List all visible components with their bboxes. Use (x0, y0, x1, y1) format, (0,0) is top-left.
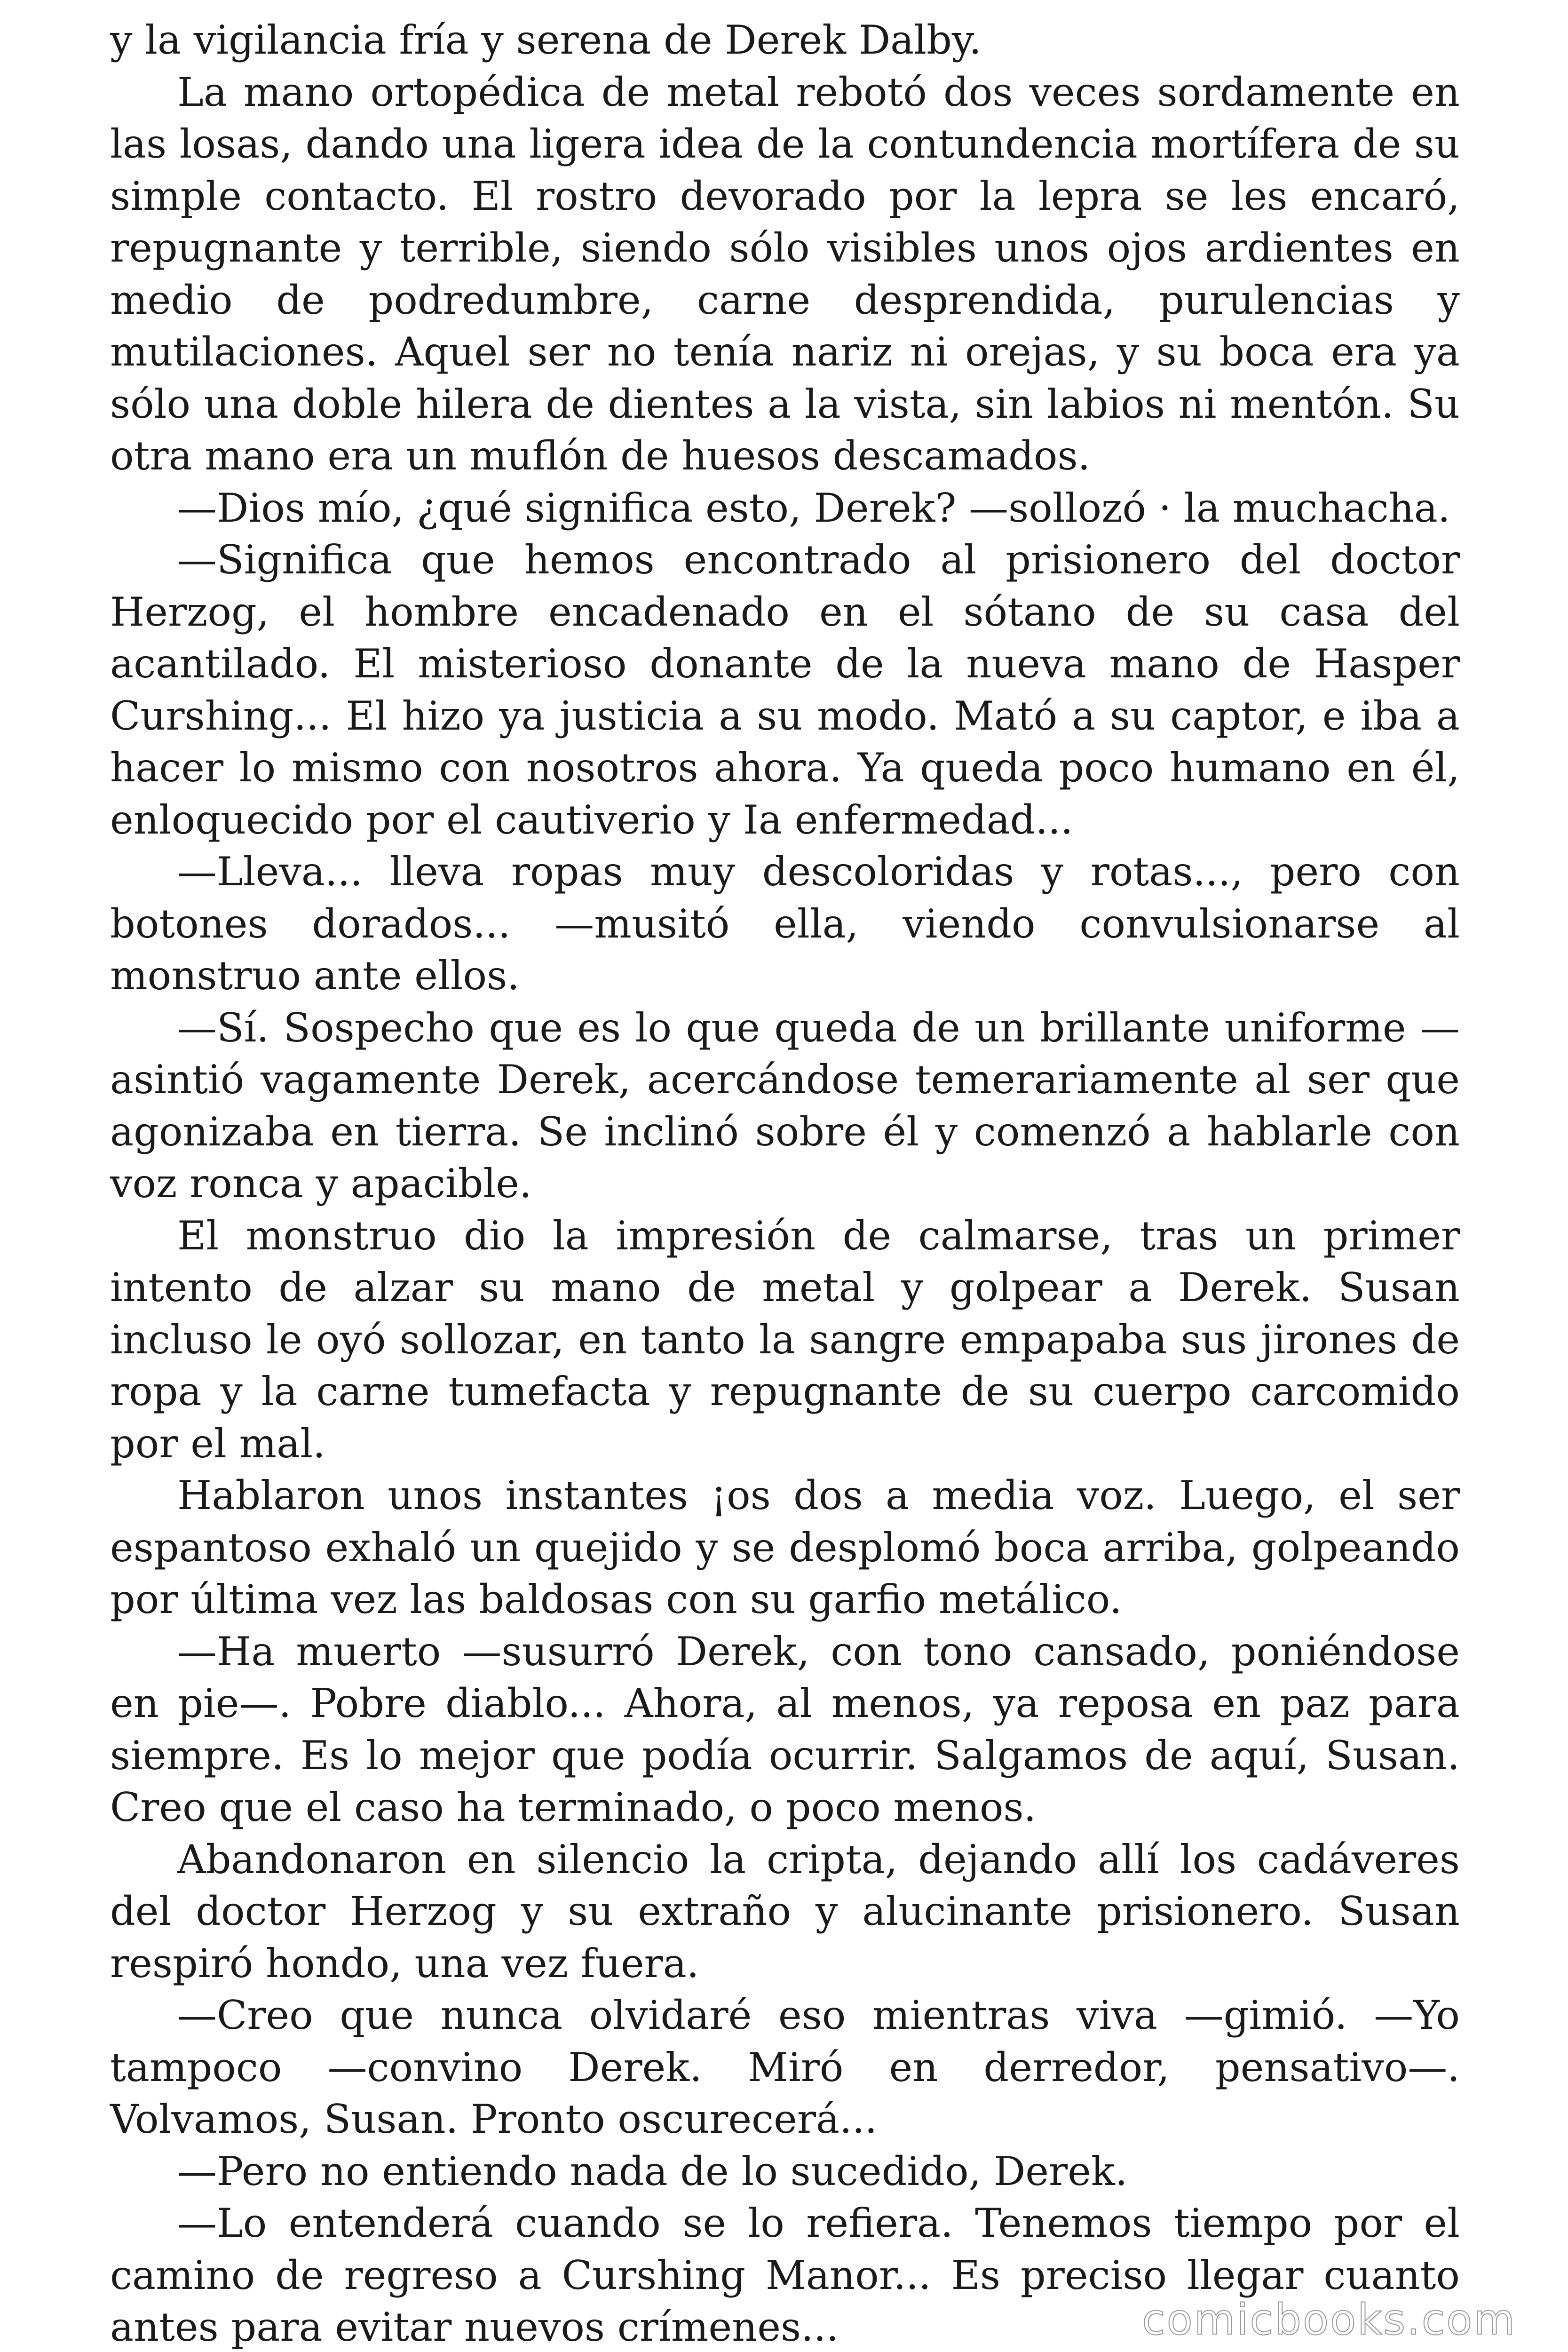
paragraph: —Sí. Sospecho que es lo que queda de un brillante uniforme —asintió vagamente Derek, acercándose temerariamente al ser que agonizaba en tierra. Se inclinó sobre él y comenzó a hablarle con voz ronca y apacible. (110, 1004, 1460, 1207)
watermark: comicbooks.com (1142, 2295, 1516, 2344)
document-page (110, 14, 1460, 2352)
paragraph: —Dios mío, ¿qué significa esto, Derek? —sollozó · la muchacha. (177, 485, 1450, 531)
paragraph: —Significa que hemos encontrado al prisionero del doctor Herzog, el hombre encadenado en el sótano de su casa del acantilado. El misterioso donante de la nueva mano de Hasper Curshing... El hizo ya justicia a su modo. Mató a su captor, e iba a hacer lo mismo con nosotros ahora. Ya queda poco humano en él, enloquecido por el cautiverio y Ia enfermedad... (110, 537, 1460, 843)
paragraph: —Pero no entiendo nada de lo sucedido, Derek. (177, 2148, 1128, 2194)
paragraph: y la vigilancia fría y serena de Derek Dalby. (110, 17, 982, 63)
paragraph: Hablaron unos instantes ¡os dos a media voz. Luego, el ser espantoso exhaló un quejido y se desplomó boca arriba, golpeando por última vez las baldosas con su garfio metálico. (110, 1472, 1460, 1622)
paragraph: —Lleva... lleva ropas muy descoloridas y rotas..., pero con botones dorados... —musitó ella, viendo convulsionarse al monstruo ante ellos. (110, 849, 1460, 999)
paragraph: Abandonaron en silencio la cripta, dejando allí los cadáveres del doctor Herzog y su extraño y alucinante prisionero. Susan respiró hondo, una vez fuera. (110, 1836, 1460, 1986)
paragraph: —Ha muerto —susurró Derek, con tono cansado, poniéndose en pie—. Pobre diablo... Ahora, al menos, ya reposa en paz para siempre. Es lo mejor que podía ocurrir. Salgamos de aquí, Susan. Creo que el caso ha terminado, o poco menos. (110, 1628, 1460, 1830)
paragraph: La mano ortopédica de metal rebotó dos veces sordamente en las losas, dando una ligera idea de la contundencia mortífera de su simple contacto. El rostro devorado por la lepra se les encaró, repugnante y terrible, siendo sólo visibles unos ojos ardientes en medio de podredumbre, carne desprendida, purulencias y mutilaciones. Aquel ser no tenía nariz ni orejas, y su boca era ya sólo una doble hilera de dientes a la vista, sin labios ni mentón. Su otra mano era un muflón de huesos descamados. (110, 69, 1460, 479)
paragraph: El monstruo dio la impresión de calmarse, tras un primer intento de alzar su mano de metal y golpear a Derek. Susan incluso le oyó sollozar, en tanto la sangre empapaba sus jirones de ropa y la carne tumefacta y repugnante de su cuerpo carcomido por el mal. (110, 1212, 1460, 1467)
paragraph: —Creo que nunca olvidaré eso mientras viva —gimió. —Yo tampoco —convino Derek. Miró en derredor, pensativo—. Volvamos, Susan. Pronto oscurecerá... (110, 1992, 1460, 2142)
paragraph: —Lo entenderá cuando se lo refiera. Tenemos tiempo por el camino de regreso a Curshing Manor... Es preciso llegar cuanto antes para evitar nuevos crímenes... (110, 2200, 1460, 2350)
